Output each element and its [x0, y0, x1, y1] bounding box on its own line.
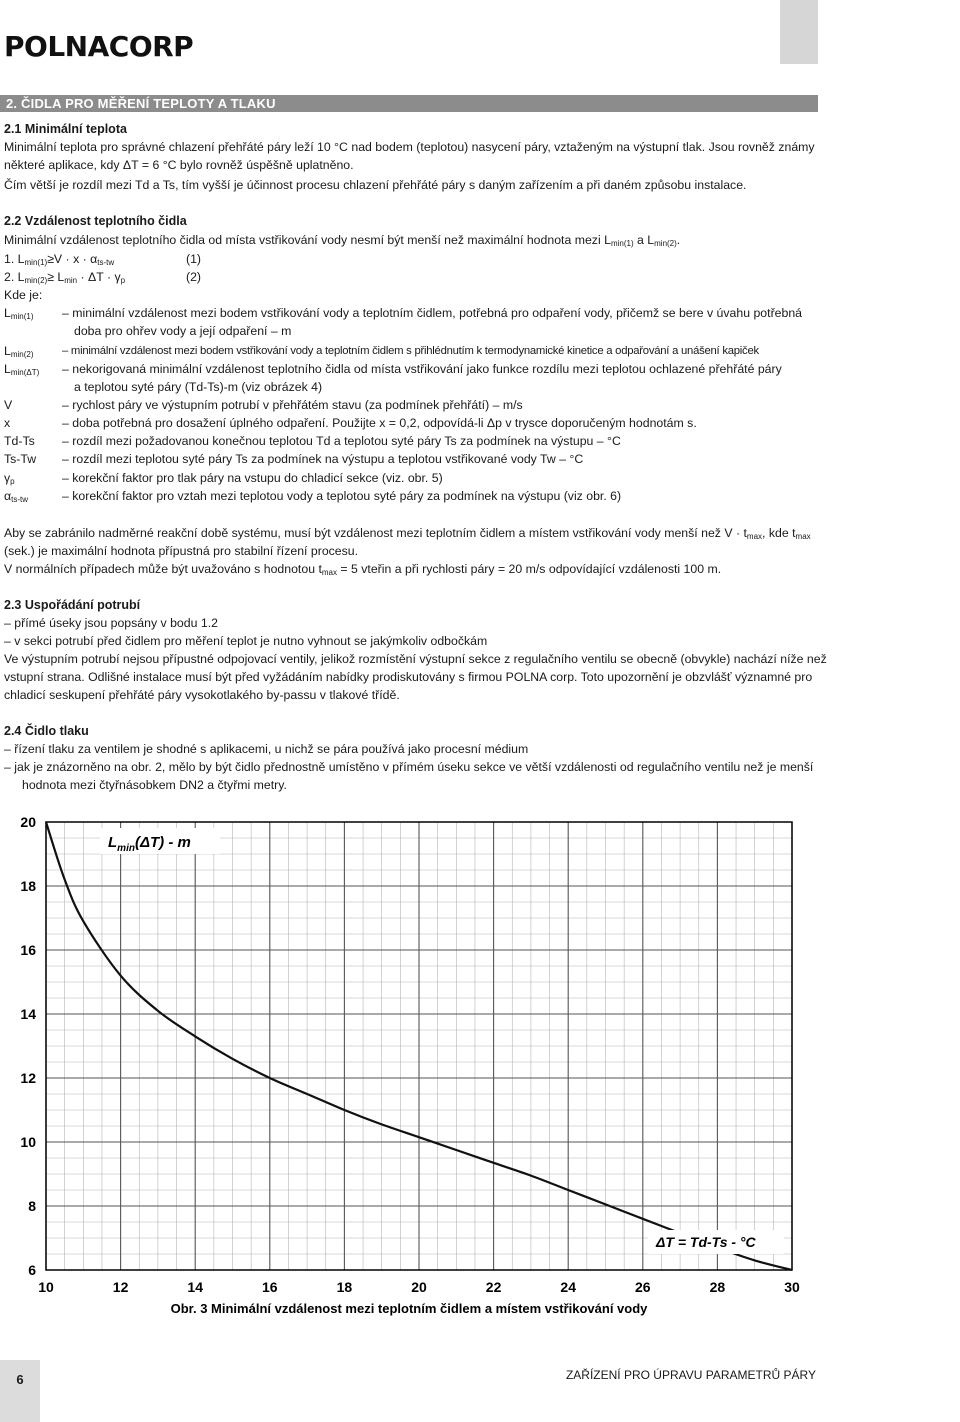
heading-2-2: 2.2 Vzdálenost teplotního čidla: [4, 214, 187, 228]
company-logo: POLNACORP: [4, 30, 194, 63]
def-symbol: $L_{min(\Delta T)}$: [4, 362, 40, 377]
paragraph-line: V normálních případech může být uvažováno s hodnotou $t_{max} = 5$ vteřin a při rychlosti páry = 20 m/s odpovídající vzdálenosti 100 m.: [4, 562, 722, 577]
x-tick-labels: [38, 1279, 800, 1295]
def-text: – minimální vzdálenost mezi bodem vstřikování vody a teplotním čidlem, potřebná pro odpaření vody, přičemž se bere v úvahu potřebná: [62, 306, 803, 320]
paragraph-line: Čím větší je rozdíl mezi Td a Ts, tím vyšší je účinnost procesu chlazení přehřáté páry s daným zařízením a při daném způsobu instalace.: [4, 178, 747, 192]
x-tick-label: 24: [560, 1279, 576, 1295]
paragraph-line: některé aplikace, kdy ΔT = 6 °C bylo rovněž úspěšně uplatněno.: [4, 158, 354, 172]
formula-2-number: (2): [186, 270, 202, 284]
def-text-cont: doba pro ohřev vody a její odpaření – m: [74, 324, 292, 338]
chart-annotation: ΔT = Td-Ts - °C: [656, 1234, 756, 1250]
page-number-box: [0, 1360, 40, 1422]
where-label: Kde je:: [4, 288, 43, 302]
heading-2-3: 2.3 Uspořádání potrubí: [4, 598, 141, 612]
def-symbol: Ts-Tw: [4, 452, 37, 466]
formula-1: 1. $L_{min(1)}\ge V \cdot x \cdot \alpha_{ts-tw}$: [4, 252, 115, 267]
bullet-item-cont: hodnota mezi čtyřnásobkem DN2 a čtyřmi metry.: [22, 778, 287, 792]
y-tick-labels: [20, 814, 36, 1278]
def-text: – rychlost páry ve výstupním potrubí v přehřátém stavu (za podmínek přehřátí) – m/s: [62, 398, 523, 412]
def-text: – korekční faktor pro tlak páry na vstupu do chladicí sekce (viz. obr. 5): [62, 471, 443, 485]
y-tick-label: 6: [28, 1262, 36, 1278]
def-symbol: $\gamma_p$: [4, 471, 15, 486]
def-text: – rozdíl mezi požadovanou konečnou teplotou Td a teplotou syté páry Ts za podmínek na výstupu – °C: [62, 434, 621, 448]
def-text: – doba potřebná pro dosažení úplného odpaření. Použijte x = 0,2, odpovídá-li Δp v trysce doporučeným hodnotám s.: [62, 416, 697, 430]
def-symbol: $L_{min(2)}$: [4, 344, 34, 359]
x-tick-label: 20: [411, 1279, 427, 1295]
formula-2: 2. $L_{min(2)}\ge L_{min} \cdot \Delta T \cdot \gamma_p$: [4, 270, 126, 285]
x-tick-label: 14: [187, 1279, 203, 1295]
chart-title: $L_{min}(\Delta T)$ - m: [108, 834, 191, 854]
paragraph-line: Minimální teplota pro správné chlazení přehřáté páry leží 10 °C nad bodem (teplotou) nasycení páry, vztaženým na výstupní tlak. Jsou rovněž známy: [4, 140, 815, 154]
x-tick-label: 16: [262, 1279, 278, 1295]
formula-1-number: (1): [186, 252, 202, 266]
paragraph-line: Aby se zabránilo nadměrné reakční době systému, musí být vzdálenost mezi teplotním čidlem a místem vstřikování vody menší než $V \cdot t_{max}$, kde $t_{max}$: [4, 526, 811, 541]
heading-2-4: 2.4 Čidlo tlaku: [4, 724, 89, 738]
y-tick-label: 20: [20, 814, 36, 830]
bullet-item: – v sekci potrubí před čidlem pro měření teplot je nutno vyhnout se jakýmkoliv odbočkám: [4, 634, 488, 648]
bullet-item: – jak je znázorněno na obr. 2, mělo by být čidlo přednostně umístěno v přímém úseku sekce ve větší vzdálenosti od regulačního ventilu než je menší: [4, 760, 814, 774]
distance-chart: [0, 810, 818, 1320]
intro-line: Minimální vzdálenost teplotního čidla od místa vstřikování vody nesmí být menší než maximální hodnota mezi $L_{min(1)}$ a $L_{min(2)}$.: [4, 233, 681, 248]
heading-2-1: 2.1 Minimální teplota: [4, 122, 127, 136]
y-tick-label: 10: [20, 1134, 36, 1150]
paragraph-line: (sek.) je maximální hodnota přípustná pro stabilní řízení procesu.: [4, 544, 359, 558]
bullet-item: – přímé úseky jsou popsány v bodu 1.2: [4, 616, 218, 630]
y-tick-label: 12: [20, 1070, 36, 1086]
x-tick-label: 30: [784, 1279, 800, 1295]
x-tick-label: 12: [112, 1279, 129, 1295]
x-tick-label: 22: [485, 1279, 502, 1295]
def-text: – korekční faktor pro vztah mezi teplotou vody a teplotou syté páry za podmínek na výstupu (viz obr. 6): [62, 489, 622, 503]
paragraph-line: Ve výstupním potrubí nejsou přípustné odpojovací ventily, jelikož rozmístění výstupní sekce z regulačního ventilu se obecně (obvykle) nachází níže než: [4, 652, 827, 666]
figure-caption: Obr. 3 Minimální vzdálenost mezi teplotním čidlem a místem vstřikování vody: [170, 1301, 648, 1316]
y-tick-label: 16: [20, 942, 36, 958]
footer-title: ZAŘÍZENÍ PRO ÚPRAVU PARAMETRŮ PÁRY: [565, 1368, 816, 1382]
paragraph-line: chladicí seskupení přehřáté páry vysokotlakého by-passu v tlakové třídě.: [4, 688, 400, 702]
def-text: – nekorigovaná minimální vzdálenost teplotního čidla od místa vstřikování jako funkce rozdílu mezi teplotou ochlazené přehřáté páry: [62, 362, 782, 376]
header-corner-box: [780, 0, 818, 64]
y-tick-label: 8: [28, 1198, 36, 1214]
section-title: 2. ČIDLA PRO MĚŘENÍ TEPLOTY A TLAKU: [6, 96, 276, 111]
def-symbol: $L_{min(1)}$: [4, 306, 34, 321]
x-tick-label: 10: [38, 1279, 54, 1295]
page-number: 6: [16, 1372, 24, 1387]
def-symbol: $\alpha_{ts-tw}$: [4, 489, 28, 504]
bullet-item: – řízení tlaku za ventilem je shodné s aplikacemi, u nichž se pára používá jako procesní médium: [4, 742, 529, 756]
def-text-cont: a teplotou syté páry (Td-Ts)-m (viz obrázek 4): [74, 380, 323, 394]
def-text: – minimální vzdálenost mezi bodem vstřikování vody a teplotním čidlem s přihlédnutím k termodynamické kinetice a odpařování a unášení kapiček: [62, 345, 759, 357]
x-tick-label: 18: [336, 1279, 353, 1295]
x-tick-label: 26: [635, 1279, 651, 1295]
section-title-bar: [0, 95, 818, 112]
y-tick-label: 14: [20, 1006, 36, 1022]
x-tick-label: 28: [709, 1279, 726, 1295]
def-text: – rozdíl mezi teplotou syté páry Ts za podmínek na výstupu a teplotou vstřikované vody Tw – °C: [62, 452, 584, 466]
def-symbol: V: [4, 398, 13, 412]
paragraph-line: vstupní strana. Odlišné instalace musí být před vyžádáním nabídky prodiskutovány s firmou POLNA corp. Toto upozornění je obzvlášť významné pro: [4, 670, 813, 684]
def-symbol: x: [4, 416, 11, 430]
y-tick-label: 18: [20, 878, 36, 894]
def-symbol: Td-Ts: [4, 434, 35, 448]
